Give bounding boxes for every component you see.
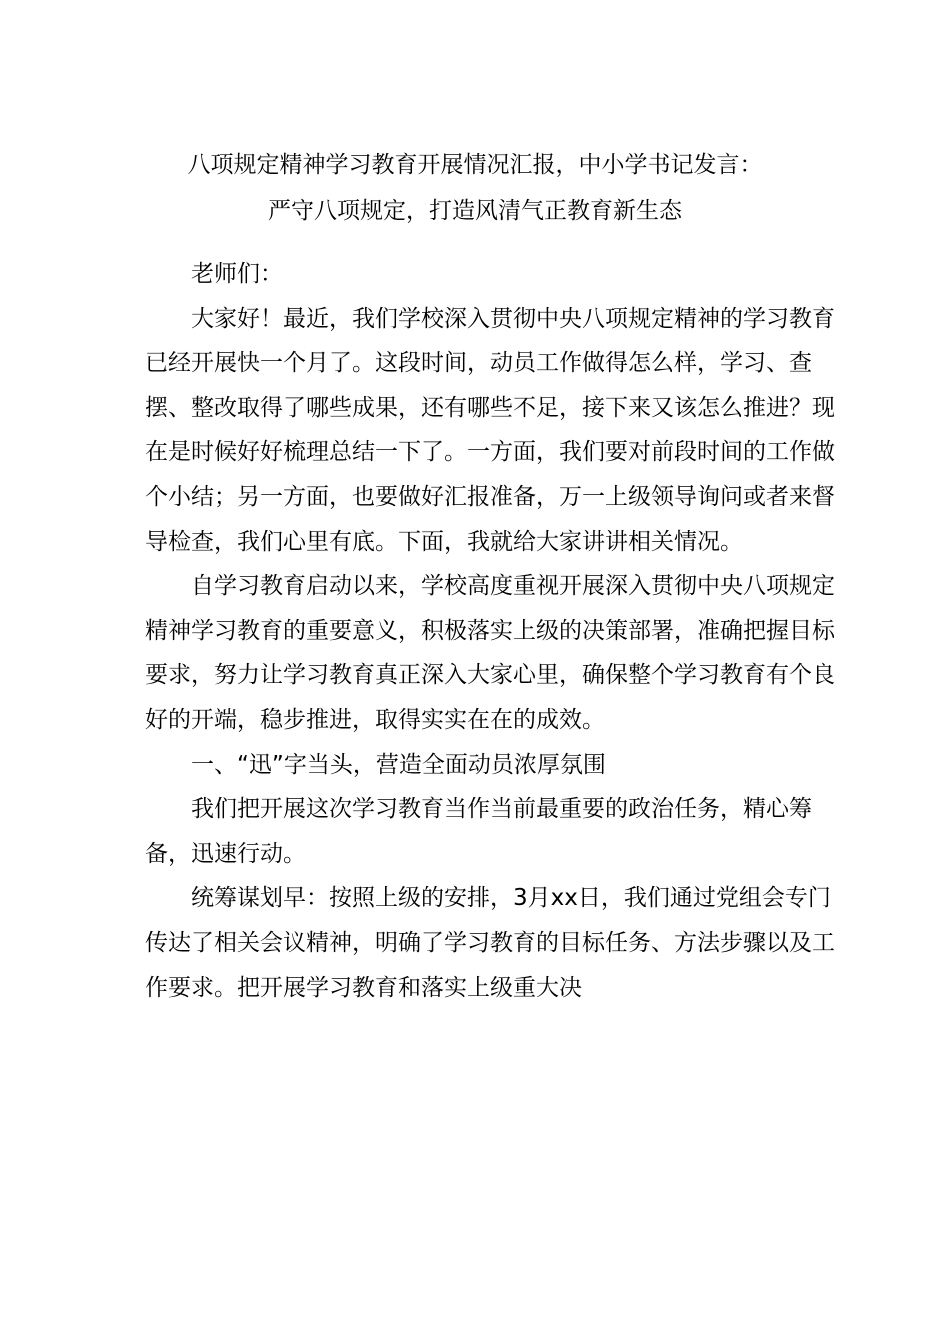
document-body <box>145 252 845 1010</box>
salutation: 老师们： <box>191 261 283 287</box>
document-title-line-1: 八项规定精神学习教育开展情况汇报，中小学书记发言： <box>187 152 763 178</box>
paragraph-overview: 自学习教育启动以来，学校高度重视开展深入贯彻中央八项规定精神学习教育的重要意义，积极落实上级的决策部署，准确把握目标要求，努力让学习教育真正深入大家心里，确保整个学习教育有个良好的开端，稳步推进，取得实实在在的成效。 <box>145 573 835 733</box>
paragraph-planning: 统筹谋划早：按照上级的安排，3月xx日，我们通过党组会专门传达了相关会议精神，明确了学习教育的目标任务、方法步骤以及工作要求。把开展学习教育和落实上级重大决 <box>145 885 835 1001</box>
paragraph-greeting: 大家好！最近，我们学校深入贯彻中央八项规定精神的学习教育已经开展快一个月了。这段时间，动员工作做得怎么样，学习、查摆、整改取得了哪些成果，还有哪些不足，接下来又该怎么推进？现在是时候好好梳理总结一下了。一方面，我们要对前段时间的工作做个小结；另一方面，也要做好汇报准备，万一上级领导询问或者来督导检查，我们心里有底。下面，我就给大家讲讲相关情况。 <box>145 305 835 555</box>
document-title-line-2: 严守八项规定，打造风清气正教育新生态 <box>268 198 682 224</box>
paragraph-action: 我们把开展这次学习教育当作当前最重要的政治任务，精心筹备，迅速行动。 <box>145 796 812 867</box>
section-heading-1: 一、“迅”字当头，营造全面动员浓厚氛围 <box>191 751 606 778</box>
